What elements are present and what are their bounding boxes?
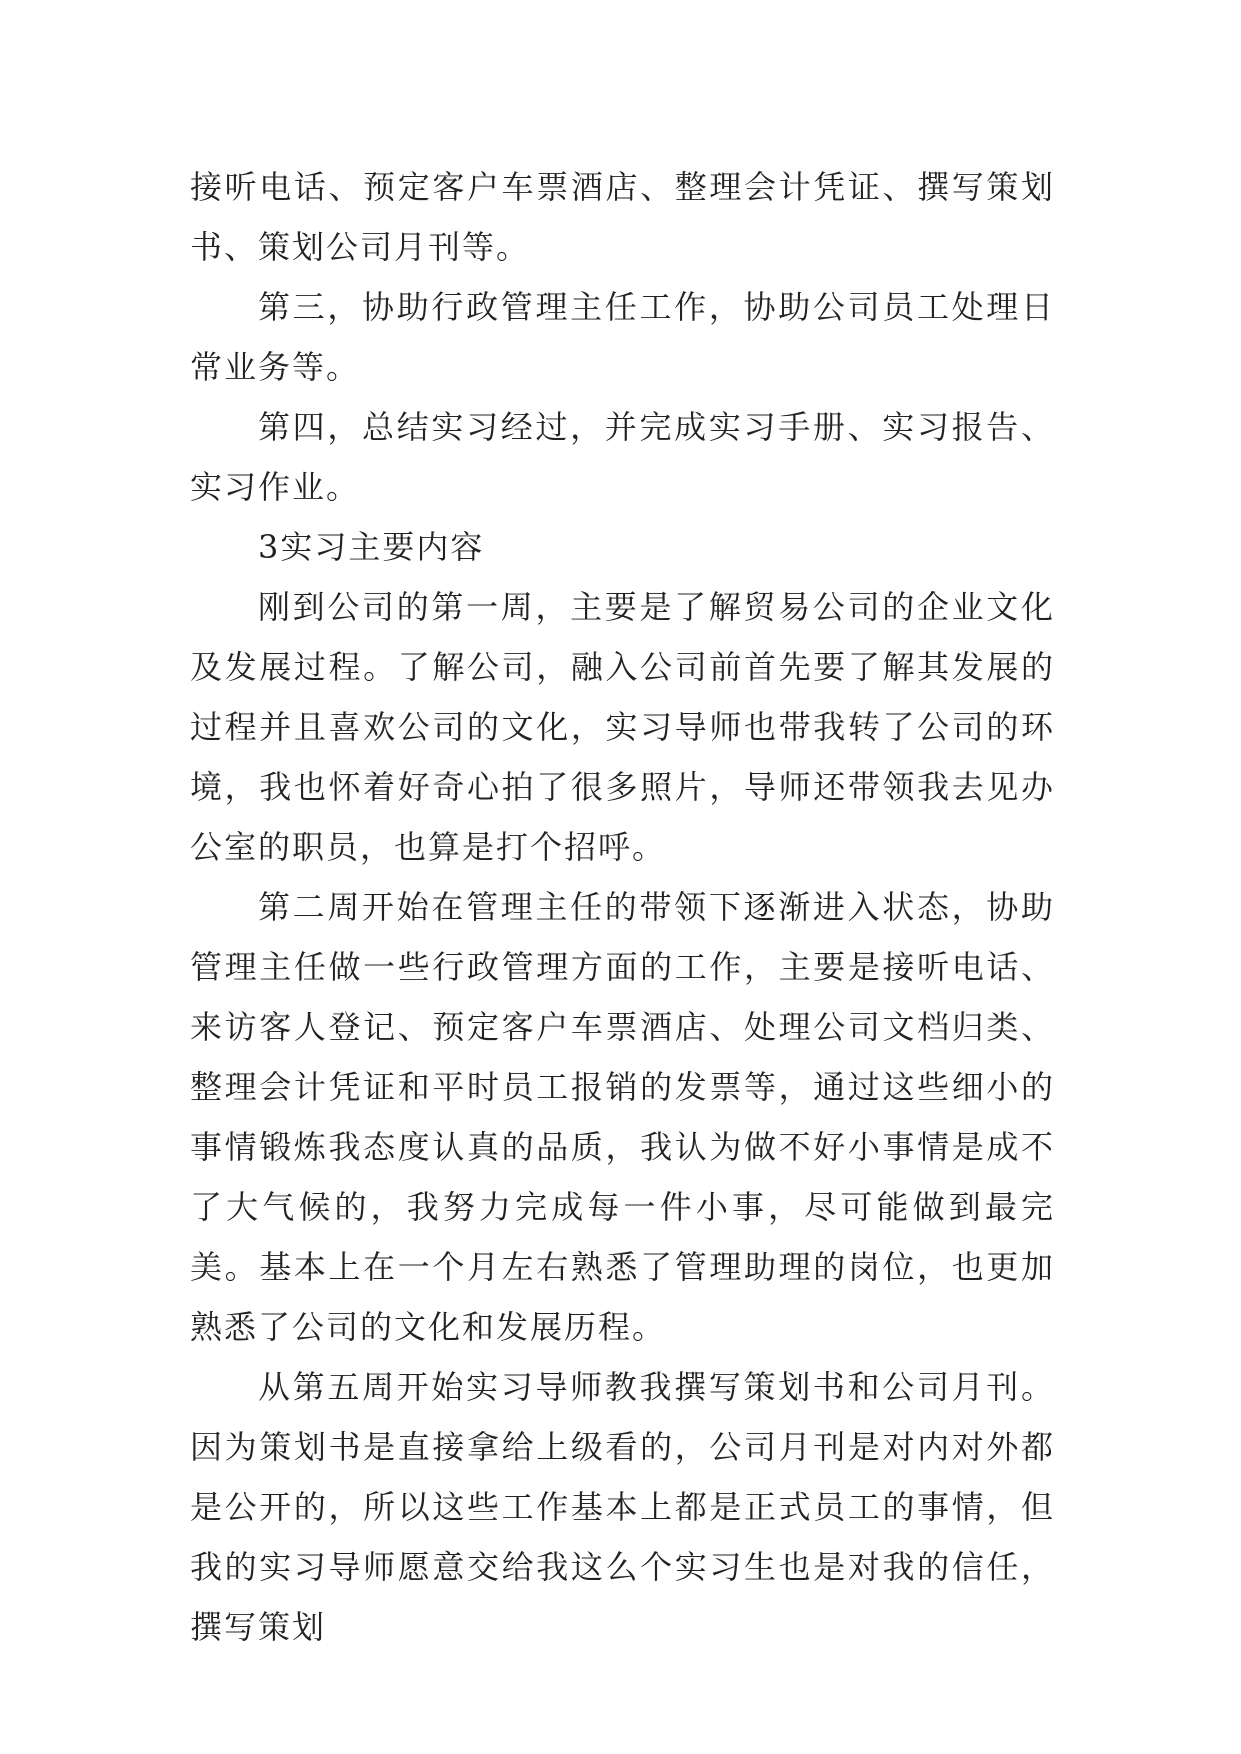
paragraph-4: 刚到公司的第一周，主要是了解贸易公司的企业文化及发展过程。了解公司，融入公司前首先要了解其发展的过程并且喜欢公司的文化，实习导师也带我转了公司的环境，我也怀着好奇心拍了很多照片，导师还带领我去见办公室的职员，也算是打个招呼。	[190, 588, 1055, 866]
paragraph-5: 第二周开始在管理主任的带领下逐渐进入状态，协助管理主任做一些行政管理方面的工作，主要是接听电话、来访客人登记、预定客户车票酒店、处理公司文档归类、整理会计凭证和平时员工报销的发票等，通过这些细小的事情锻炼我态度认真的品质，我认为做不好小事情是成不了大气候的，我努力完成每一件小事，尽可能做到最完美。基本上在一个月左右熟悉了管理助理的岗位，也更加熟悉了公司的文化和发展历程。	[190, 888, 1055, 1346]
paragraph-6: 从第五周开始实习导师教我撰写策划书和公司月刊。因为策划书是直接拿给上级看的，公司月刊是对内对外都是公开的，所以这些工作基本上都是正式员工的事情，但我的实习导师愿意交给我这么个实习生也是对我的信任，撰写策划	[190, 1368, 1055, 1646]
paragraph-1: 接听电话、预定客户车票酒店、整理会计凭证、撰写策划书、策划公司月刊等。	[190, 168, 1055, 266]
paragraph-2: 第三，协助行政管理主任工作，协助公司员工处理日常业务等。	[190, 288, 1055, 386]
section-heading: 3实习主要内容	[258, 528, 485, 566]
document-body	[190, 157, 1055, 1657]
paragraph-3: 第四，总结实习经过，并完成实习手册、实习报告、实习作业。	[190, 408, 1055, 506]
